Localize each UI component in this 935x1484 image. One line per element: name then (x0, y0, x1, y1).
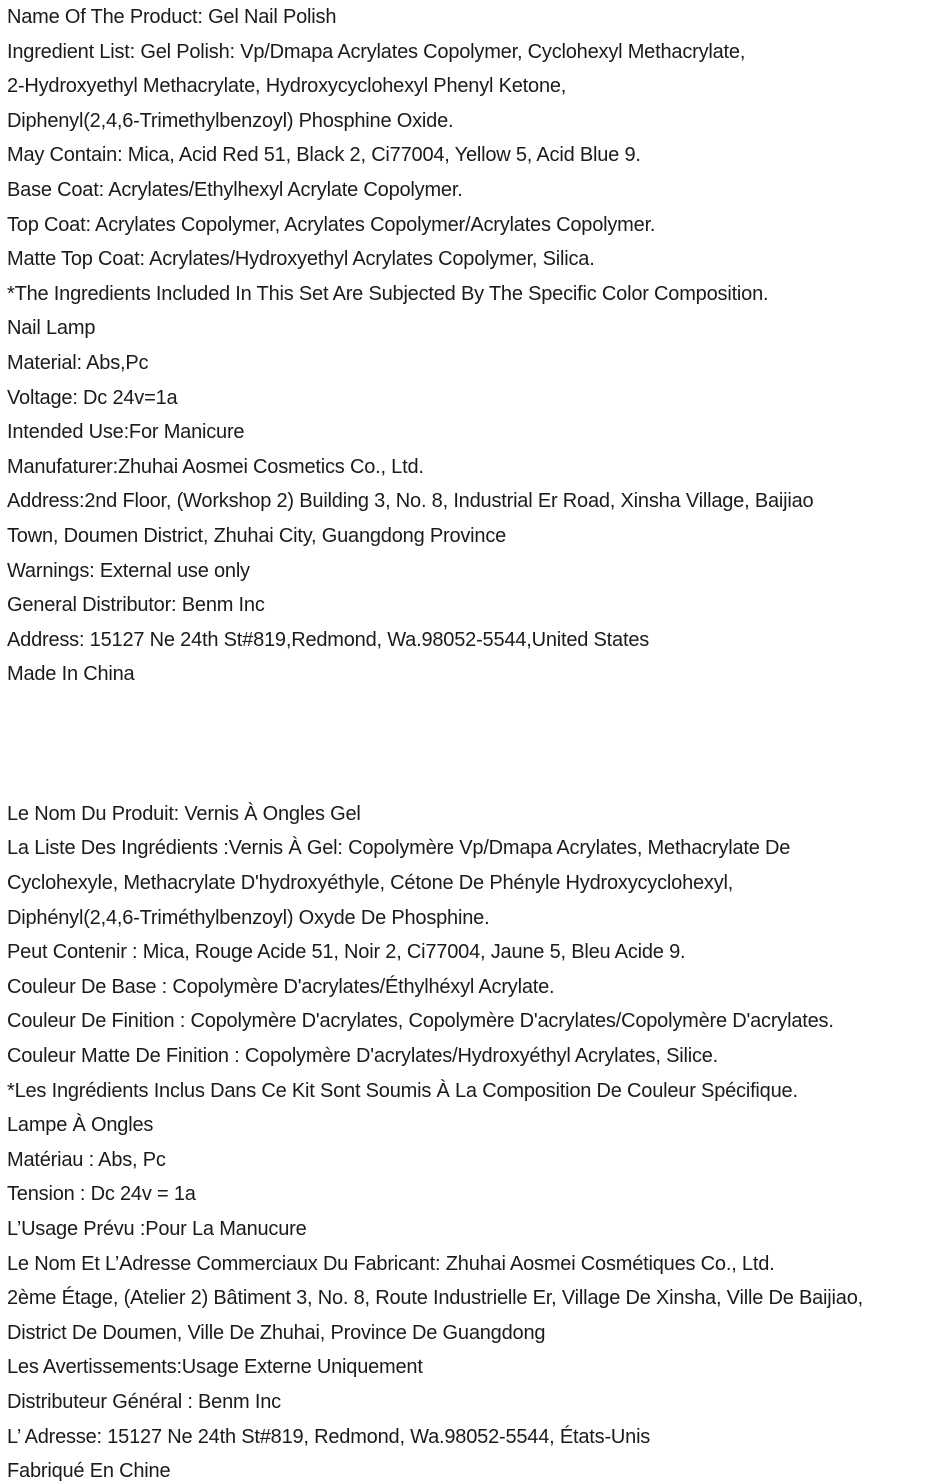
text-line: Les Avertissements:Usage Externe Uniquement (7, 1356, 423, 1379)
text-line: Material: Abs,Pc (7, 351, 149, 374)
text-line: Diphényl(2,4,6-Triméthylbenzoyl) Oxyde De Phosphine. (7, 906, 490, 929)
text-line: Matte Top Coat: Acrylates/Hydroxyethyl Acrylates Copolymer, Silica. (7, 248, 595, 271)
text-line: Made In China (7, 663, 135, 686)
text-line: Fabriqué En Chine (7, 1460, 171, 1483)
text-line: La Liste Des Ingrédients :Vernis À Gel: Copolymère Vp/Dmapa Acrylates, Methacrylate De (7, 837, 791, 860)
text-line: Diphenyl(2,4,6-Trimethylbenzoyl) Phosphine Oxide. (7, 109, 454, 132)
text-line: L’Usage Prévu :Pour La Manucure (7, 1218, 307, 1240)
text-line: May Contain: Mica, Acid Red 51, Black 2, Ci77004, Yellow 5, Acid Blue 9. (7, 144, 641, 167)
text-line: Lampe À Ongles (7, 1114, 154, 1137)
text-line: Address: 15127 Ne 24th St#819,Redmond, Wa.98052-5544,United States (7, 628, 650, 651)
text-line: District De Doumen, Ville De Zhuhai, Province De Guangdong (7, 1321, 546, 1344)
text-line: *Les Ingrédients Inclus Dans Ce Kit Sont Soumis À La Composition De Couleur Spécifique. (7, 1079, 798, 1102)
text-line: Couleur Matte De Finition : Copolymère D'acrylates/Hydroxyéthyl Acrylates, Silice. (7, 1045, 719, 1068)
text-line: Le Nom Du Produit: Vernis À Ongles Gel (7, 802, 361, 825)
french-label-section (7, 797, 929, 1484)
text-line: 2-Hydroxyethyl Methacrylate, Hydroxycyclohexyl Phenyl Ketone, (7, 75, 567, 98)
text-line: Le Nom Et L’Adresse Commerciaux Du Fabricant: Zhuhai Aosmei Cosmétiques Co., Ltd. (7, 1252, 775, 1275)
text-line: Cyclohexyle, Methacrylate D'hydroxyéthyle, Cétone De Phényle Hydroxycyclohexyl, (7, 872, 734, 895)
text-line: Town, Doumen District, Zhuhai City, Guangdong Province (7, 524, 507, 547)
text-line: Address:2nd Floor, (Workshop 2) Building 3, No. 8, Industrial Er Road, Xinsha Village, Baijiao (7, 490, 814, 513)
text-line: Top Coat: Acrylates Copolymer, Acrylates Copolymer/Acrylates Copolymer. (7, 213, 656, 236)
text-line: 2ème Étage, (Atelier 2) Bâtiment 3, No. 8, Route Industrielle Er, Village De Xinsha, Ville De Baijiao, (7, 1287, 863, 1310)
text-line: Nail Lamp (7, 317, 96, 340)
text-line: Intended Use:For Manicure (7, 421, 245, 444)
text-line: Couleur De Base : Copolymère D'acrylates/Éthylhéxyl Acrylate. (7, 975, 555, 998)
text-line: Matériau : Abs, Pc (7, 1148, 166, 1171)
text-line: Base Coat: Acrylates/Ethylhexyl Acrylate Copolymer. (7, 178, 463, 201)
text-line: Voltage: Dc 24v=1a (7, 386, 178, 409)
text-line: *The Ingredients Included In This Set Are Subjected By The Specific Color Composition. (7, 282, 769, 305)
text-line: L’ Adresse: 15127 Ne 24th St#819, Redmond, Wa.98052-5544, États-Unis (7, 1425, 651, 1448)
text-line: Peut Contenir : Mica, Rouge Acide 51, Noir 2, Ci77004, Jaune 5, Bleu Acide 9. (7, 941, 686, 964)
text-line: Name Of The Product: Gel Nail Polish (7, 6, 337, 28)
section-gap (7, 692, 929, 797)
text-line: Manufaturer:Zhuhai Aosmei Cosmetics Co., Ltd. (7, 455, 424, 478)
text-line: Warnings: External use only (7, 559, 250, 582)
text-line: Couleur De Finition : Copolymère D'acrylates, Copolymère D'acrylates/Copolymère D'acrylates. (7, 1010, 834, 1033)
text-line: Tension : Dc 24v = 1a (7, 1183, 196, 1206)
text-line: General Distributor: Benm Inc (7, 594, 265, 617)
text-line: Distributeur Général : Benm Inc (7, 1390, 281, 1413)
english-label-section (7, 0, 929, 692)
text-line: Ingredient List: Gel Polish: Vp/Dmapa Acrylates Copolymer, Cyclohexyl Methacrylate, (7, 40, 746, 63)
